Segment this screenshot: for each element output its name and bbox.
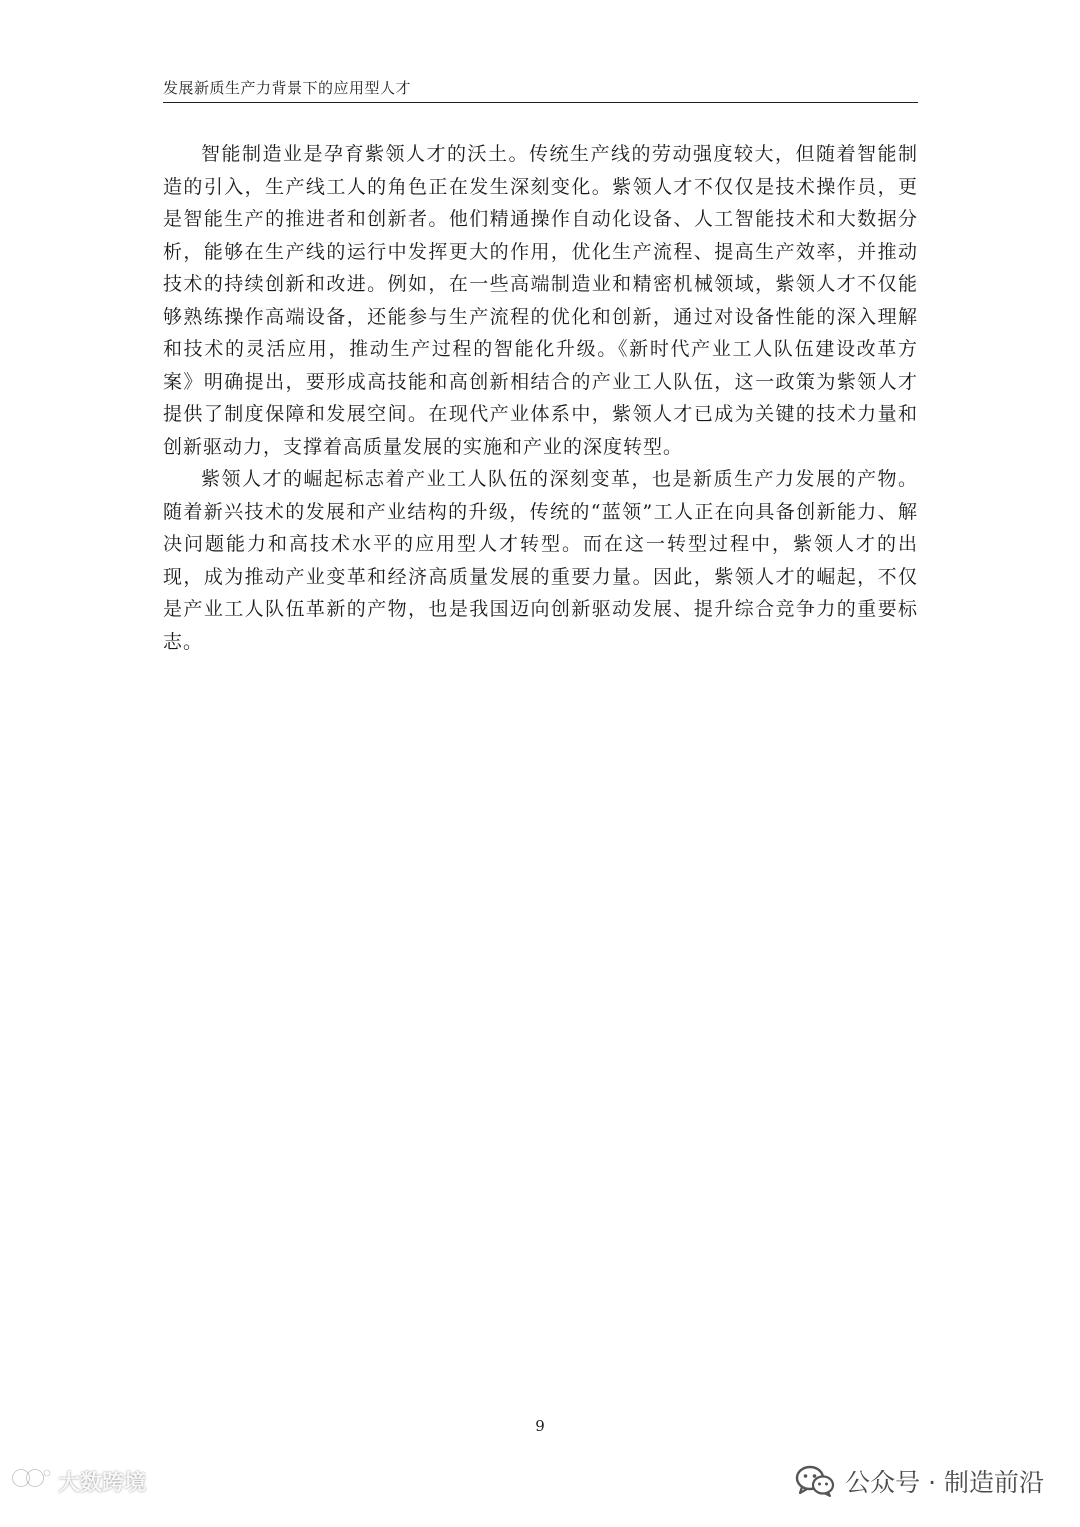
paragraph: 紫领人才的崛起标志着产业工人队伍的深刻变革，也是新质生产力发展的产物。随着新兴技术的发展和产业结构的升级，传统的“蓝领”工人正在向具备创新能力、解决问题能力和高技术水平的应用型人才转型。而在这一转型过程中，紫领人才的出现，成为推动产业变革和经济高质量发展的重要力量。因此，紫领人才的崛起，不仅是产业工人队伍革新的产物，也是我国迈向创新驱动发展、提升综合竞争力的重要标志。: [163, 468, 918, 653]
watermark-left: [12, 1461, 146, 1501]
paragraph: 智能制造业是孕育紫领人才的沃土。传统生产线的劳动强度较大，但随着智能制造的引入，生产线工人的角色正在发生深刻变化。紫领人才不仅仅是技术操作员，更是智能生产的推进者和创新者。他们精通操作自动化设备、人工智能技术和大数据分析，能够在生产线的运行中发挥更大的作用，优化生产流程、提高生产效率，并推动技术的持续创新和改进。例如，在一些高端制造业和精密机械领域，紫领人才不仅能够熟练操作高端设备，还能参与生产流程的优化和创新，通过对设备性能的深入理解和技术的灵活应用，推动生产过程的智能化升级。《新时代产业工人队伍建设改革方案》明确提出，要形成高技能和高创新相结合的产业工人队伍，这一政策为紫领人才提供了制度保障和发展空间。在现代产业体系中，紫领人才已成为关键的技术力量和创新驱动力，支撑着高质量发展的实施和产业的深度转型。: [163, 143, 918, 458]
document-body: [163, 138, 918, 658]
page-number: 9: [535, 1417, 545, 1435]
running-header-title: 发展新质生产力背景下的应用型人才: [163, 79, 412, 97]
running-header: [163, 78, 918, 103]
wechat-icon: [795, 1464, 835, 1498]
watermark-left-text: 大数跨境: [58, 1470, 147, 1496]
watermark-right: [795, 1458, 1044, 1504]
logo-mark-icon: [12, 1465, 52, 1497]
watermark-right-text: 公众号 · 制造前沿: [845, 1468, 1044, 1497]
